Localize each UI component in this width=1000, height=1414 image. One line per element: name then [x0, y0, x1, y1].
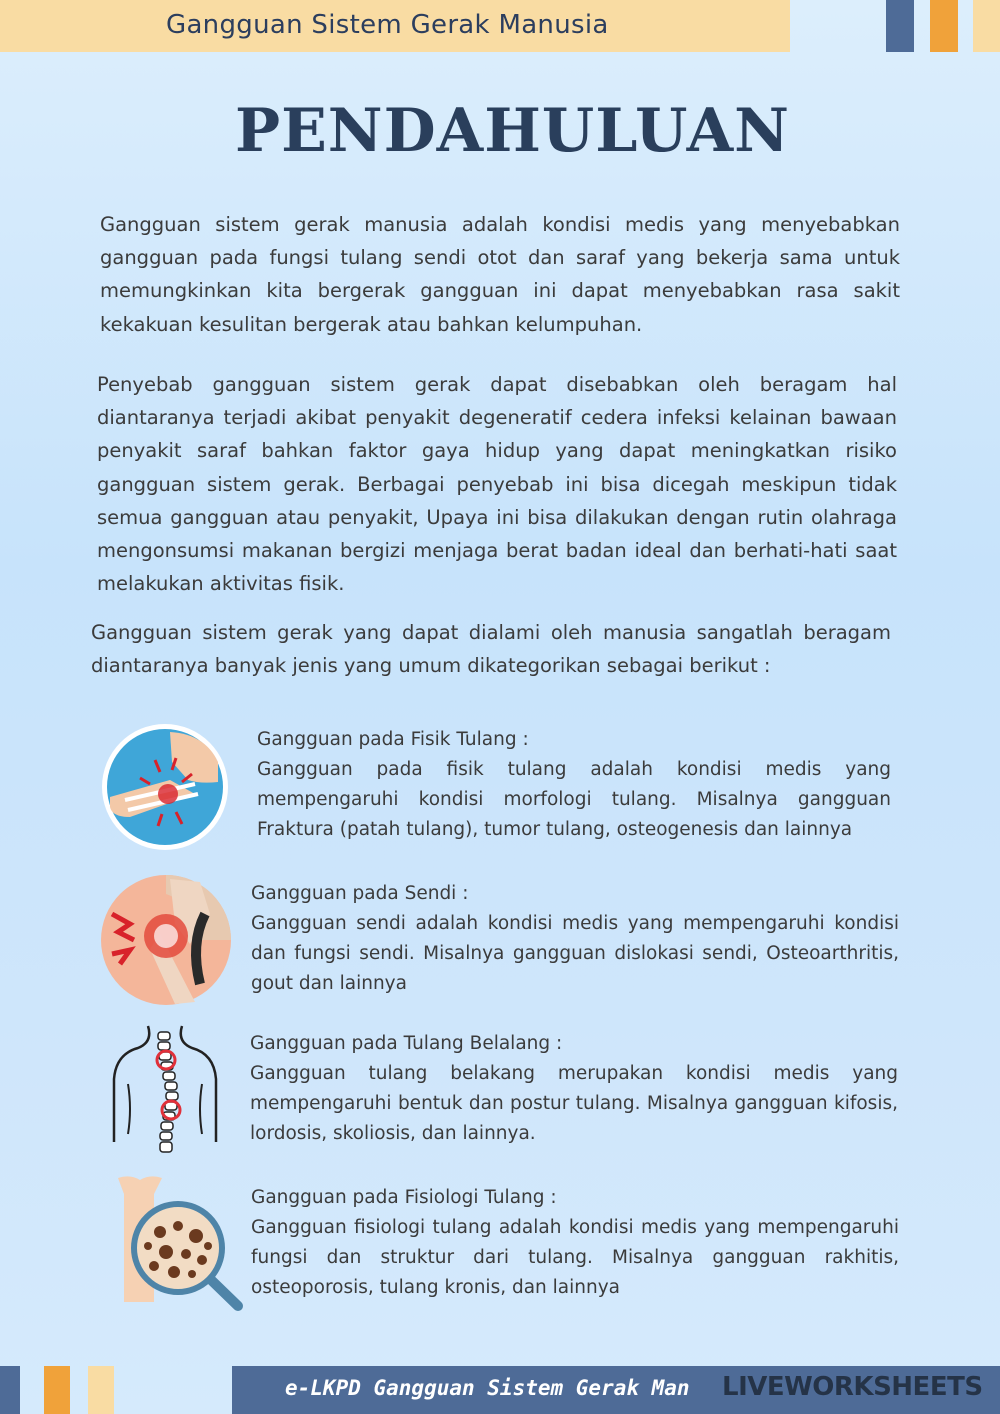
deco-stripe-orange-bottom [44, 1366, 70, 1414]
deco-stripe-blue-bottom [0, 1366, 20, 1414]
broken-arm-icon [100, 722, 230, 852]
deco-stripe-orange [930, 0, 958, 52]
deco-stripe-yellow-bottom [88, 1366, 114, 1414]
item-text: Gangguan tulang belakang merupakan kondisi medis yang mempengaruhi bentuk dan postur tulang. Misalnya gangguan kifosis, lordosis, skoliosis, dan lainnya. [250, 1063, 898, 1144]
causes-paragraph: Penyebab gangguan sistem gerak dapat disebabkan oleh beragam hal diantaranya terjadi akibat penyakit degeneratif cedera infeksi kelainan bawaan penyakit saraf bahkan faktor gaya hidup yang dapat meningkatkan risiko gangguan sistem gerak. Berbagai penyebab ini bisa dicegah meskipun tidak semua gangguan atau penyakit, Upaya ini bisa dilakukan dengan rutin olahraga mengonsumsi makanan bergizi menjaga berat badan ideal dan berhati-hati saat melakukan aktivitas fisik. [97, 373, 897, 596]
spine-icon [108, 1024, 222, 1156]
item-text: Gangguan fisiologi tulang adalah kondisi medis yang mempengaruhi fungsi dan struktur dari tulang. Misalnya gangguan rakhitis, osteoporosis, tulang kronis, dan lainnya [251, 1217, 899, 1298]
list-item-fisik-tulang [257, 725, 891, 845]
liveworksheets-watermark[interactable]: LIVEWORKSHEETS [722, 1372, 983, 1402]
item-heading: Gangguan pada Fisiologi Tulang : [251, 1187, 557, 1208]
item-text: Gangguan sendi adalah kondisi medis yang mempengaruhi kondisi dan fungsi sendi. Misalnya gangguan dislokasi sendi, Osteoarthritis, gout dan lainnya [251, 913, 899, 994]
item-heading: Gangguan pada Fisik Tulang : [257, 729, 529, 750]
bone-magnifier-icon [110, 1174, 246, 1314]
types-intro-paragraph: Gangguan sistem gerak yang dapat dialami oleh manusia sangatlah beragam diantaranya banyak jenis yang umum dikategorikan sebagai berikut : [91, 621, 891, 678]
list-item-sendi [251, 879, 899, 999]
deco-stripe-yellow [973, 0, 1000, 52]
item-heading: Gangguan pada Tulang Belalang : [250, 1033, 563, 1054]
intro-paragraph: Gangguan sistem gerak manusia adalah kondisi medis yang menyebabkan gangguan pada fungsi tulang sendi otot dan saraf yang bekerja sama untuk memungkinkan kita bergerak gangguan ini dapat menyebabkan rasa sakit kekakuan kesulitan bergerak atau bahkan kelumpuhan. [100, 213, 900, 336]
header-title: Gangguan Sistem Gerak Manusia [166, 10, 609, 40]
item-text: Gangguan pada fisik tulang adalah kondisi medis yang mempengaruhi kondisi morfologi tulang. Misalnya gangguan Fraktura (patah tulang), tumor tulang, osteogenesis dan lainnya [257, 759, 891, 840]
deco-stripe-blue [886, 0, 914, 52]
list-item-tulang-belakang [250, 1029, 898, 1149]
page-title: PENDAHULUAN [234, 96, 791, 166]
knee-joint-icon [100, 874, 232, 1006]
item-heading: Gangguan pada Sendi : [251, 883, 469, 904]
list-item-fisiologi-tulang [251, 1183, 899, 1303]
footer-text: e-LKPD Gangguan Sistem Gerak Man [285, 1376, 690, 1400]
